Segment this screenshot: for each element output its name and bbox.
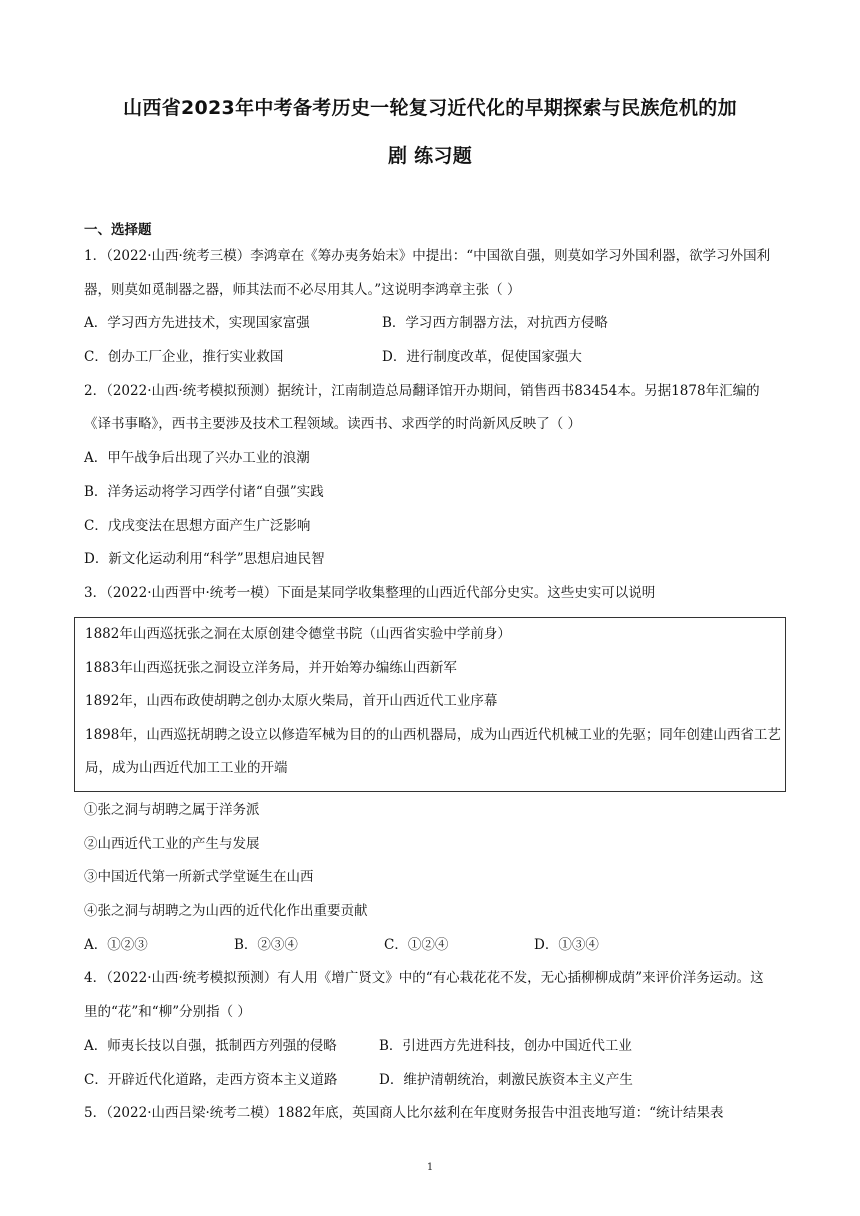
q1-options-row-2 (84, 341, 776, 375)
document-title (60, 84, 800, 180)
q5-stem: 5．（2022·山西吕梁·统考二模）1882年底，英国商人比尔兹利在年度财务报告中沮丧地写道：“统计结果表 (84, 1105, 724, 1122)
q2-option-d: D．新文化运动利用“科学”思想启迪民智 (84, 551, 325, 568)
title-line-1: 山西省2023年中考备考历史一轮复习近代化的早期探索与民族危机的加 (123, 97, 737, 119)
q2-option-c: C．戊戌变法在思想方面产生广泛影响 (84, 517, 311, 534)
q3-material-line: 1882年山西巡抚张之洞在太原创建令德堂书院（山西省实验中学前身） (85, 626, 511, 642)
q2-stem: 2．（2022·山西·统考模拟预测）据统计，江南制造总局翻译馆开办期间，销售西书83454本。另据1878年汇编的《译书事略》，西书主要涉及技术工程领域。读西书、求西学的时尚新风反映了（ ） (84, 382, 760, 433)
q1-option-b: B．学习西方制器方法，对抗西方侵略 (382, 315, 608, 332)
q3-material-line: 1892年，山西布政使胡聘之创办太原火柴局，首开山西近代工业序幕 (85, 693, 498, 709)
questions-block-2 (84, 794, 776, 1131)
q1-stem: 1．（2022·山西·统考三模）李鸿章在《筹办夷务始末》中提出：“中国欲自强，则莫如学习外国利器，欲学习外国利器，则莫如觅制器之器，师其法而不必尽用其人。”这说明李鸿章主张（ ） (84, 248, 771, 298)
q3-option-b: B．②③④ (234, 936, 298, 953)
page-number: 1 (426, 1162, 434, 1173)
q1-option-d: D．进行制度改革，促使国家强大 (382, 349, 582, 366)
q1-option-c: C．创办工厂企业，推行实业救国 (84, 349, 284, 366)
title-line-2: 剧 练习题 (387, 145, 473, 167)
q3-option-c: C．①②④ (384, 936, 449, 953)
q4-options-row-1 (84, 1030, 776, 1064)
q3-options-row (84, 929, 776, 963)
q3-material-box (74, 617, 786, 792)
q2-option-a: A．甲午战争后出现了兴办工业的浪潮 (84, 450, 310, 467)
q2-option-b: B．洋务运动将学习西学付诸“自强”实践 (84, 483, 324, 500)
q1-option-a: A．学习西方先进技术，实现国家富强 (84, 315, 310, 332)
q3-option-a: A．①②③ (84, 936, 148, 953)
q3-item-4: ④张之洞与胡聘之为山西的近代化作出重要贡献 (84, 903, 368, 920)
q4-stem: 4．（2022·山西·统考模拟预测）有人用《增广贤文》中的“有心栽花花不发，无心插柳柳成荫”来评价洋务运动。这里的“花”和“柳”分别指（ ） (84, 970, 764, 1021)
q4-option-c: C．开辟近代化道路，走西方资本主义道路 (84, 1071, 338, 1088)
q3-item-3: ③中国近代第一所新式学堂诞生在山西 (84, 869, 314, 886)
q4-option-d: D．维护清朝统治，刺激民族资本主义产生 (379, 1071, 633, 1088)
q3-item-1: ①张之洞与胡聘之属于洋务派 (84, 802, 260, 818)
questions-block-1 (84, 240, 776, 611)
q3-stem: 3．（2022·山西晋中·统考一模）下面是某同学收集整理的山西近代部分史实。这些史实可以说明 (84, 584, 656, 601)
q3-material-line: 1898年，山西巡抚胡聘之设立以修造军械为目的的山西机器局，成为山西近代机械工业的先驱；同年创建山西省工艺局，成为山西近代加工工业的开端 (85, 726, 781, 776)
q3-material-line: 1883年山西巡抚张之洞设立洋务局，并开始筹办编练山西新军 (85, 659, 457, 676)
q3-option-d: D．①③④ (534, 936, 599, 953)
q4-option-a: A．师夷长技以自强，抵制西方列强的侵略 (84, 1037, 337, 1054)
q1-options-row-1 (84, 307, 776, 341)
q4-option-b: B．引进西方先进科技，创办中国近代工业 (379, 1037, 632, 1054)
section-heading: 一、选择题 (84, 222, 152, 238)
q3-item-2: ②山西近代工业的产生与发展 (84, 835, 260, 852)
q4-options-row-2 (84, 1064, 776, 1098)
